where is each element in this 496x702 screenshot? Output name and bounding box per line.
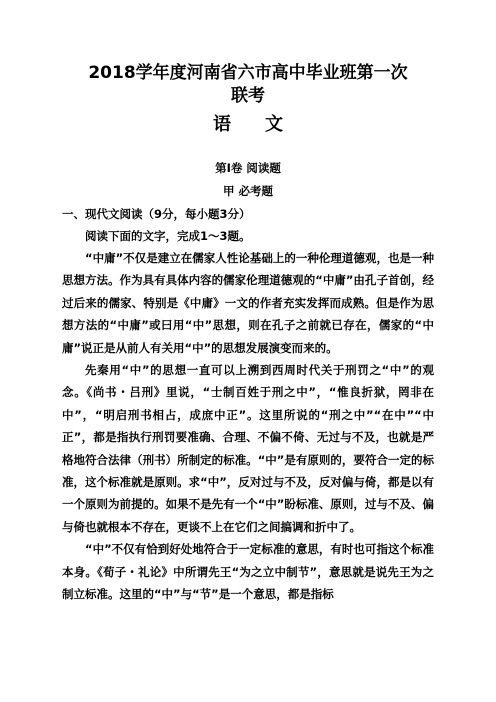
question-heading: 一、现代文阅读（9分，每小题3分） — [62, 207, 251, 221]
exam-title-line1: 2018学年度河南省六市高中毕业班第一次 — [88, 63, 408, 83]
passage-paragraph-1: “中庸”不仅是建立在儒家人性论基础上的一种伦理道德观，也是一种思想方法。作为具有具体内容的儒家伦理道德观的“中庸”由孔子首创，经过后来的儒家、特别是《中庸》一文的作者充实发挥而成熟。但是作为思想方法的“中庸”或曰用“中”思想，则在孔子之前就已存在，儒家的“中庸”说正是从前人有关用“中”的思想发展演变而来的。 — [62, 251, 434, 355]
passage-paragraph-2: 先秦用“中”的思想一直可以上溯到西周时代关于刑罚之“中”的观念。《尚书・吕刑》里说，“士制百姓于刑之中”，“惟良折狱，罔非在中”，“明启刑书相占，成庶中正”。这里所说的“刑之中”“在中”“中正”，都是指执行刑罚要准确、合理、不偏不倚、无过与不及，也就是严格地符合法律（刑书）所制定的标准。“中”是有原则的，要符合一定的标准，这个标准就是原则。求“中”，反对过与不及，反对偏与倚，都是以有一个原则为前提的。如果不是先有一个“中”盼标准、原则，过与不及、偏与倚也就根本不存在，更谈不上在它们之间搞调和折中了。 — [62, 363, 434, 534]
part-heading: 甲 必考题 — [222, 184, 273, 198]
exam-title-line2: 联考 — [231, 86, 265, 106]
volume-heading: 第Ⅰ卷 阅读题 — [215, 161, 281, 175]
reading-instruction: 阅读下面的文字，完成1～3题。 — [85, 229, 251, 243]
passage-paragraph-3: “中”不仅有恰到好处地符合于一定标准的意思，有时也可指这个标准本身。《荀子・礼论》中所谓先王“为之立中制节”，意思就是说先王为之制立标准。这里的“中”与“节”是一个意思，都是指标 — [62, 542, 434, 602]
subject-title: 语文 — [213, 114, 317, 135]
